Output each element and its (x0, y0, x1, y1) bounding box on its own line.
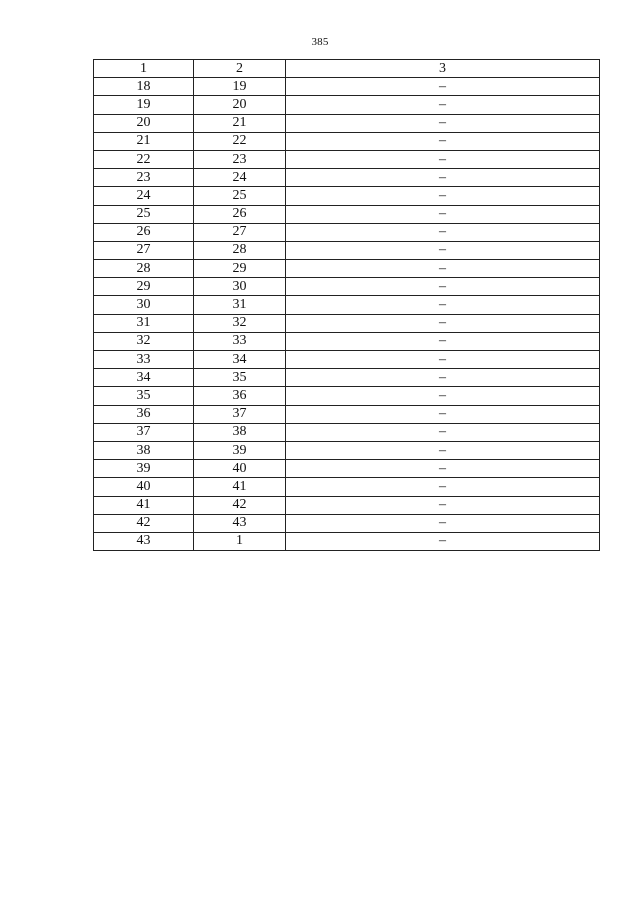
table-row (94, 96, 600, 114)
table-cell-col3: – (286, 532, 600, 550)
table-cell-col2: 1 (194, 532, 286, 550)
table-cell-col2: 21 (194, 114, 286, 132)
table-row (94, 332, 600, 350)
table-cell-col1: 19 (94, 96, 194, 114)
table-cell-col2: 19 (194, 78, 286, 96)
table-cell-col2: 34 (194, 351, 286, 369)
table-row (94, 423, 600, 441)
table-cell-col1: 27 (94, 241, 194, 259)
table-cell-col2: 27 (194, 223, 286, 241)
table-cell-col2: 29 (194, 260, 286, 278)
table-row (94, 205, 600, 223)
table-cell-col2: 28 (194, 241, 286, 259)
table-cell-col1: 20 (94, 114, 194, 132)
table-cell-col3: – (286, 223, 600, 241)
table-cell-col2: 35 (194, 369, 286, 387)
table-cell-col3: – (286, 460, 600, 478)
table-cell-col2: 39 (194, 441, 286, 459)
table-cell-col3: – (286, 241, 600, 259)
table-row (94, 460, 600, 478)
table-cell-col2: 43 (194, 514, 286, 532)
table-cell-col3: – (286, 405, 600, 423)
table-cell-col2: 22 (194, 132, 286, 150)
table-cell-col3: – (286, 332, 600, 350)
table-row (94, 387, 600, 405)
table-row (94, 169, 600, 187)
table-body (94, 78, 600, 551)
table-cell-col1: 21 (94, 132, 194, 150)
table-row (94, 241, 600, 259)
table-cell-col1: 39 (94, 460, 194, 478)
table-cell-col3: – (286, 260, 600, 278)
table-cell-col2: 25 (194, 187, 286, 205)
column-header-3: 3 (286, 60, 600, 78)
table-cell-col1: 37 (94, 423, 194, 441)
table-cell-col3: – (286, 78, 600, 96)
table-cell-col2: 37 (194, 405, 286, 423)
table-cell-col1: 18 (94, 78, 194, 96)
table-row (94, 314, 600, 332)
table-cell-col1: 32 (94, 332, 194, 350)
table-row (94, 496, 600, 514)
table-cell-col2: 40 (194, 460, 286, 478)
table-cell-col3: – (286, 441, 600, 459)
table-cell-col3: – (286, 514, 600, 532)
table-row (94, 187, 600, 205)
table-cell-col3: – (286, 132, 600, 150)
table-cell-col1: 30 (94, 296, 194, 314)
table-cell-col3: – (286, 169, 600, 187)
table-row (94, 296, 600, 314)
table-header-row (94, 60, 600, 78)
table-row (94, 150, 600, 168)
table-cell-col2: 38 (194, 423, 286, 441)
table-cell-col3: – (286, 150, 600, 168)
table-cell-col1: 28 (94, 260, 194, 278)
table-cell-col2: 24 (194, 169, 286, 187)
table-cell-col3: – (286, 296, 600, 314)
table-cell-col3: – (286, 423, 600, 441)
table-cell-col3: – (286, 205, 600, 223)
table-cell-col1: 40 (94, 478, 194, 496)
table-row (94, 478, 600, 496)
table-cell-col3: – (286, 496, 600, 514)
table-cell-col1: 38 (94, 441, 194, 459)
table-cell-col1: 26 (94, 223, 194, 241)
table-cell-col2: 31 (194, 296, 286, 314)
table-cell-col1: 22 (94, 150, 194, 168)
table-cell-col1: 24 (94, 187, 194, 205)
table-cell-col3: – (286, 187, 600, 205)
table-cell-col1: 42 (94, 514, 194, 532)
column-header-1: 1 (94, 60, 194, 78)
table-cell-col1: 35 (94, 387, 194, 405)
table-cell-col1: 41 (94, 496, 194, 514)
table-cell-col2: 23 (194, 150, 286, 168)
table-cell-col2: 20 (194, 96, 286, 114)
table-cell-col2: 32 (194, 314, 286, 332)
page-number: 385 (311, 36, 329, 48)
table-cell-col2: 30 (194, 278, 286, 296)
table-row (94, 114, 600, 132)
data-table (93, 59, 600, 551)
table-cell-col3: – (286, 369, 600, 387)
table-row (94, 532, 600, 550)
table-cell-col1: 23 (94, 169, 194, 187)
table-row (94, 78, 600, 96)
table-cell-col2: 42 (194, 496, 286, 514)
table-cell-col3: – (286, 278, 600, 296)
table-row (94, 514, 600, 532)
table-cell-col3: – (286, 351, 600, 369)
table-cell-col2: 26 (194, 205, 286, 223)
table-row (94, 351, 600, 369)
table-cell-col1: 33 (94, 351, 194, 369)
table-row (94, 369, 600, 387)
table-row (94, 260, 600, 278)
table-cell-col1: 43 (94, 532, 194, 550)
table-cell-col2: 36 (194, 387, 286, 405)
table-row (94, 278, 600, 296)
table-cell-col1: 25 (94, 205, 194, 223)
table-cell-col3: – (286, 114, 600, 132)
table-cell-col1: 29 (94, 278, 194, 296)
table-cell-col1: 31 (94, 314, 194, 332)
table-cell-col1: 36 (94, 405, 194, 423)
table-row (94, 405, 600, 423)
table-cell-col1: 34 (94, 369, 194, 387)
table-cell-col2: 33 (194, 332, 286, 350)
table-cell-col3: – (286, 387, 600, 405)
table-row (94, 223, 600, 241)
table-row (94, 441, 600, 459)
table-cell-col3: – (286, 314, 600, 332)
column-header-2: 2 (194, 60, 286, 78)
table-row (94, 132, 600, 150)
table-cell-col3: – (286, 478, 600, 496)
table-cell-col3: – (286, 96, 600, 114)
table-cell-col2: 41 (194, 478, 286, 496)
